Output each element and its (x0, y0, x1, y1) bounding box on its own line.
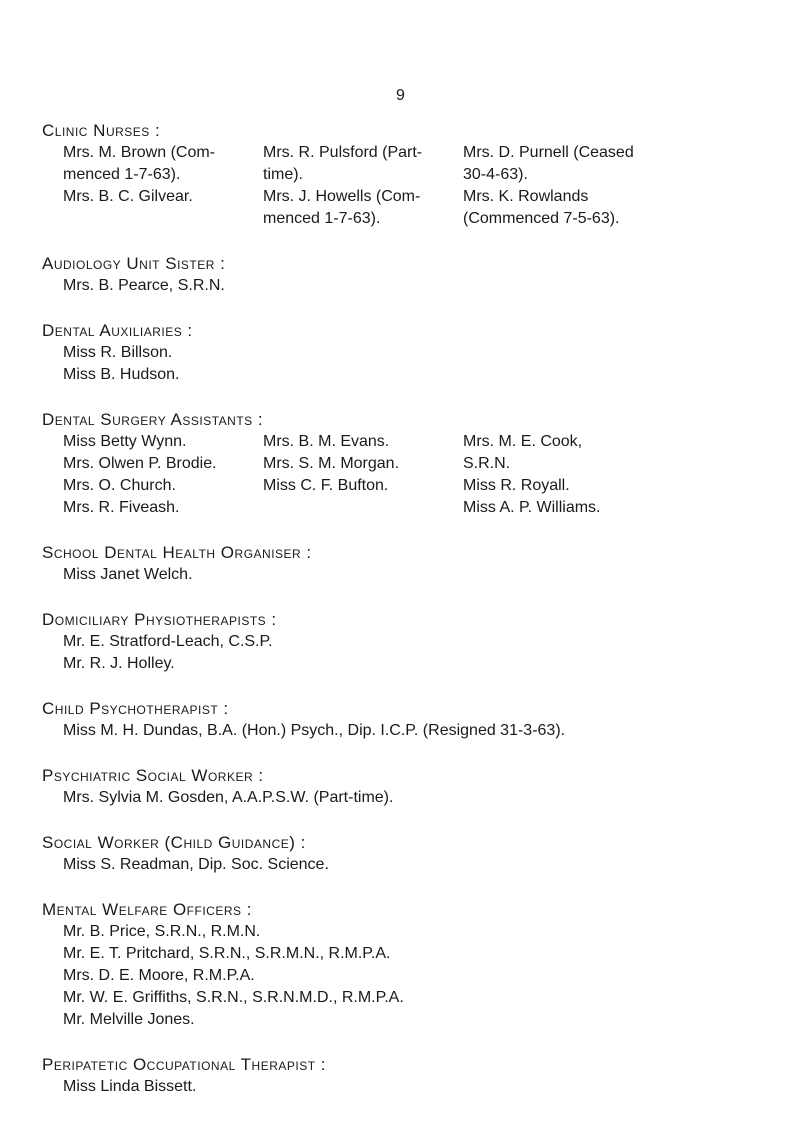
name-entry: Mrs. J. Howells (Com- menced 1-7-63). (263, 188, 421, 227)
section-heading: Clinic Nurses : (42, 121, 161, 140)
section-school-dental (42, 542, 762, 586)
page-number: 9 (396, 87, 405, 104)
section-physiotherapists (42, 609, 762, 675)
name-entry: Mrs. D. E. Moore, R.M.P.A. (63, 967, 255, 984)
section-heading: Dental Auxiliaries : (42, 321, 193, 340)
name-entry: Mrs. B. C. Gilvear. (63, 188, 193, 205)
section-heading: Mental Welfare Officers : (42, 900, 252, 919)
section-audiology (42, 253, 762, 297)
name-entry: Mr. E. T. Pritchard, S.R.N., S.R.M.N., R.M.P.A. (63, 945, 391, 962)
name-entry: Mrs. B. Pearce, S.R.N. (63, 277, 225, 294)
name-entry: Miss B. Hudson. (63, 366, 180, 383)
section-clinic-nurses (42, 120, 762, 230)
name-entry: Mrs. R. Fiveash. (63, 499, 180, 516)
section-heading: Audiology Unit Sister : (42, 254, 226, 273)
section-heading: Psychiatric Social Worker : (42, 766, 264, 785)
name-entry: Mrs. O. Church. (63, 477, 176, 494)
section-heading: School Dental Health Organiser : (42, 543, 312, 562)
section-heading: Dental Surgery Assistants : (42, 410, 264, 429)
section-dental-auxiliaries (42, 320, 762, 386)
name-entry: Miss R. Billson. (63, 344, 173, 361)
name-entry: Miss A. P. Williams. (463, 499, 601, 516)
name-entry: Mrs. D. Purnell (Ceased 30-4-63). (463, 144, 634, 183)
name-entry: Mrs. B. M. Evans. (263, 433, 390, 450)
name-entry: Mr. B. Price, S.R.N., R.M.N. (63, 923, 261, 940)
name-entry: Miss Linda Bissett. (63, 1078, 197, 1095)
name-entry: Miss Janet Welch. (63, 566, 193, 583)
name-entry: Mrs. R. Pulsford (Part- time). (263, 144, 423, 183)
name-entry: Mrs. Olwen P. Brodie. (63, 455, 217, 472)
section-psychotherapist (42, 698, 762, 742)
section-heading: Peripatetic Occupational Therapist : (42, 1055, 327, 1074)
staff-list (42, 120, 762, 1121)
name-entry: Miss Betty Wynn. (63, 433, 187, 450)
name-entry: Miss C. F. Bufton. (263, 477, 389, 494)
section-mental-welfare (42, 899, 762, 1031)
section-heading: Child Psychotherapist : (42, 699, 229, 718)
section-psychiatric-social-worker (42, 765, 762, 809)
name-entry: Mrs. M. E. Cook, S.R.N. (463, 433, 583, 472)
name-entry: Mrs. M. Brown (Com- menced 1-7-63). (63, 144, 215, 183)
name-entry: Miss R. Royall. (463, 477, 570, 494)
name-entry: Mr. W. E. Griffiths, S.R.N., S.R.N.M.D., R.M.P.A. (63, 989, 404, 1006)
name-entry: Mr. Melville Jones. (63, 1011, 195, 1028)
name-entry: Miss S. Readman, Dip. Soc. Science. (63, 856, 329, 873)
name-entry: Miss M. H. Dundas, B.A. (Hon.) Psych., Dip. I.C.P. (Resigned 31-3-63). (63, 722, 566, 739)
section-occupational-therapist (42, 1054, 762, 1098)
section-heading: Social Worker (Child Guidance) : (42, 833, 306, 852)
name-entry: Mrs. Sylvia M. Gosden, A.A.P.S.W. (Part-time). (63, 789, 394, 806)
name-entry: Mrs. S. M. Morgan. (263, 455, 400, 472)
section-heading: Domiciliary Physiotherapists : (42, 610, 277, 629)
section-social-worker (42, 832, 762, 876)
name-entry: Mr. E. Stratford-Leach, C.S.P. (63, 633, 273, 650)
section-dental-surgery (42, 409, 762, 519)
name-entry: Mr. R. J. Holley. (63, 655, 175, 672)
name-entry: Mrs. K. Rowlands (Commenced 7-5-63). (463, 188, 620, 227)
